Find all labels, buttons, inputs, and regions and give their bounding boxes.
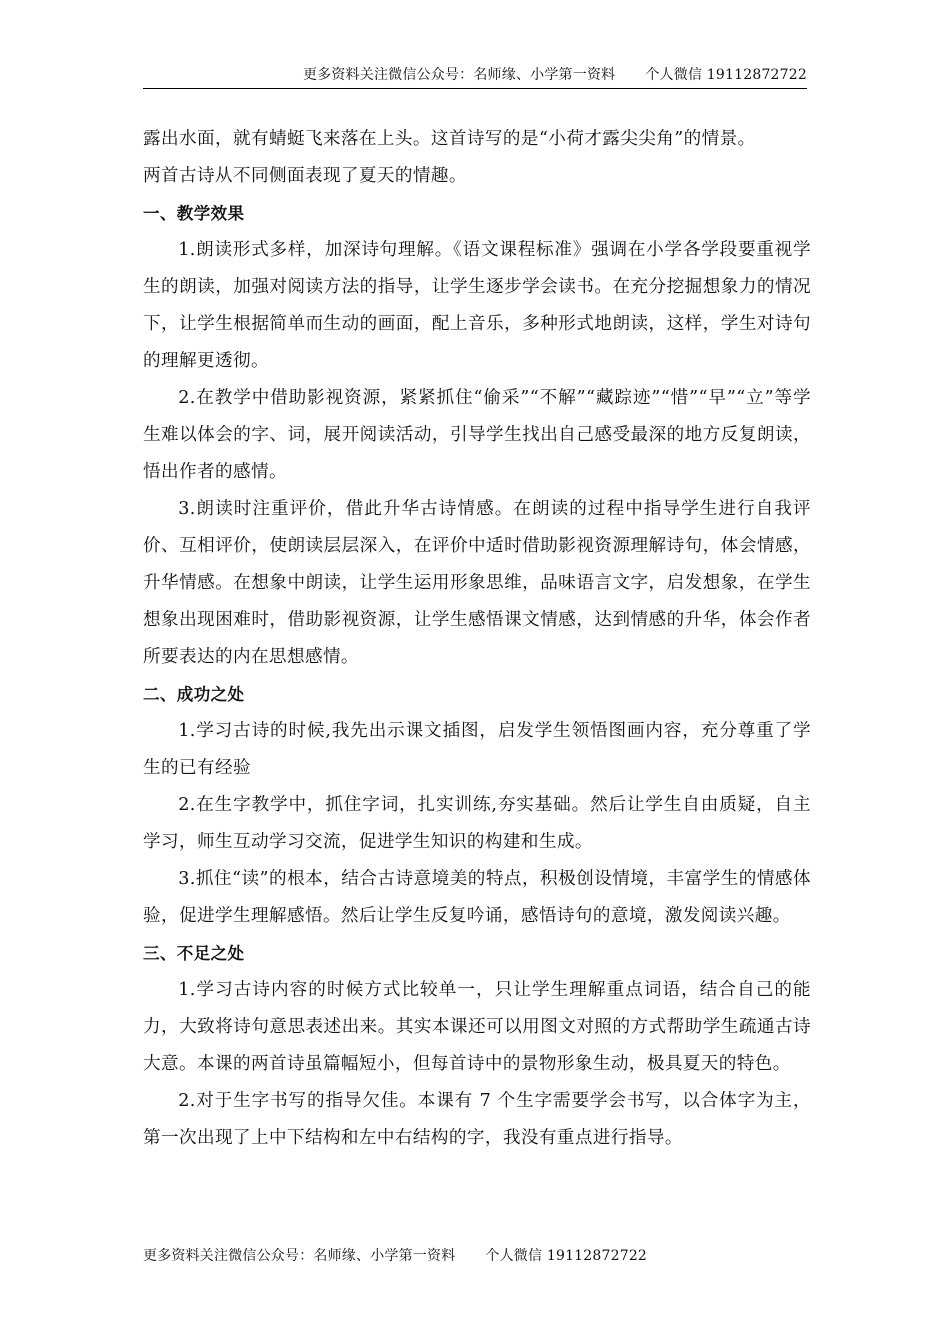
document-body xyxy=(143,121,811,1157)
section2-paragraph-1: 1.学习古诗的时候,我先出示课文插图，启发学生领悟图画内容，充分尊重了学生的已有经验 xyxy=(143,721,811,778)
section2-paragraph-3: 3.抓住“读”的根本，结合古诗意境美的特点，积极创设情境，丰富学生的情感体验，促进学生理解感悟。然后让学生反复吟诵，感悟诗句的意境，激发阅读兴趣。 xyxy=(143,869,811,926)
section-heading-teaching-effect: 一、教学效果 xyxy=(143,204,245,223)
section-heading-successes: 二、成功之处 xyxy=(143,685,245,704)
footer-promo-text: 更多资料关注微信公众号：名师缘、小学第一资料 xyxy=(143,1248,456,1264)
section3-paragraph-2: 2.对于生字书写的指导欠佳。本课有 7 个生字需要学会书写，以合体字为主，第一次出现了上中下结构和左中右结构的字，我没有重点进行指导。 xyxy=(143,1091,811,1148)
intro-line-2: 两首古诗从不同侧面表现了夏天的情趣。 xyxy=(143,166,467,186)
page-header xyxy=(143,64,807,86)
header-rule xyxy=(143,88,807,89)
header-promo-text: 更多资料关注微信公众号：名师缘、小学第一资料 xyxy=(302,67,616,83)
section1-paragraph-2: 2.在教学中借助影视资源，紧紧抓住“偷采”“不解”“藏踪迹”“惜”“早”“立”等学生难以体会的字、词，展开阅读活动，引导学生找出自己感受最深的地方反复朗读，悟出作者的感情。 xyxy=(143,388,811,482)
page-footer xyxy=(143,1245,647,1267)
section3-paragraph-1: 1.学习古诗内容的时候方式比较单一，只让学生理解重点词语，结合自己的能力，大致将诗句意思表述出来。其实本课还可以用图文对照的方式帮助学生疏通古诗大意。本课的两首诗虽篇幅短小，但每首诗中的景物形象生动，极具夏天的特色。 xyxy=(143,980,811,1074)
footer-contact-text: 个人微信 19112872722 xyxy=(485,1248,648,1264)
section1-paragraph-1: 1.朗读形式多样，加深诗句理解。《语文课程标准》强调在小学各学段要重视学生的朗读，加强对阅读方法的指导，让学生逐步学会读书。在充分挖掘想象力的情况下，让学生根据简单而生动的画面，配上音乐，多种形式地朗读，这样，学生对诗句的理解更透彻。 xyxy=(143,240,811,371)
header-contact-text: 个人微信 19112872722 xyxy=(645,67,807,83)
section-heading-shortcomings: 三、不足之处 xyxy=(143,944,245,963)
section1-paragraph-3: 3.朗读时注重评价，借此升华古诗情感。在朗读的过程中指导学生进行自我评价、互相评价，使朗读层层深入，在评价中适时借助影视资源理解诗句，体会情感，升华情感。在想象中朗读，让学生运用形象思维，品味语言文字，启发想象，在学生想象出现困难时，借助影视资源，让学生感悟课文情感，达到情感的升华，体会作者所要表达的内在思想感情。 xyxy=(143,499,811,667)
intro-line-1: 露出水面，就有蜻蜓飞来落在上头。这首诗写的是“小荷才露尖尖角”的情景。 xyxy=(143,129,756,149)
section2-paragraph-2: 2.在生字教学中，抓住字词，扎实训练,夯实基础。然后让学生自由质疑，自主学习，师生互动学习交流，促进学生知识的构建和生成。 xyxy=(143,795,811,852)
